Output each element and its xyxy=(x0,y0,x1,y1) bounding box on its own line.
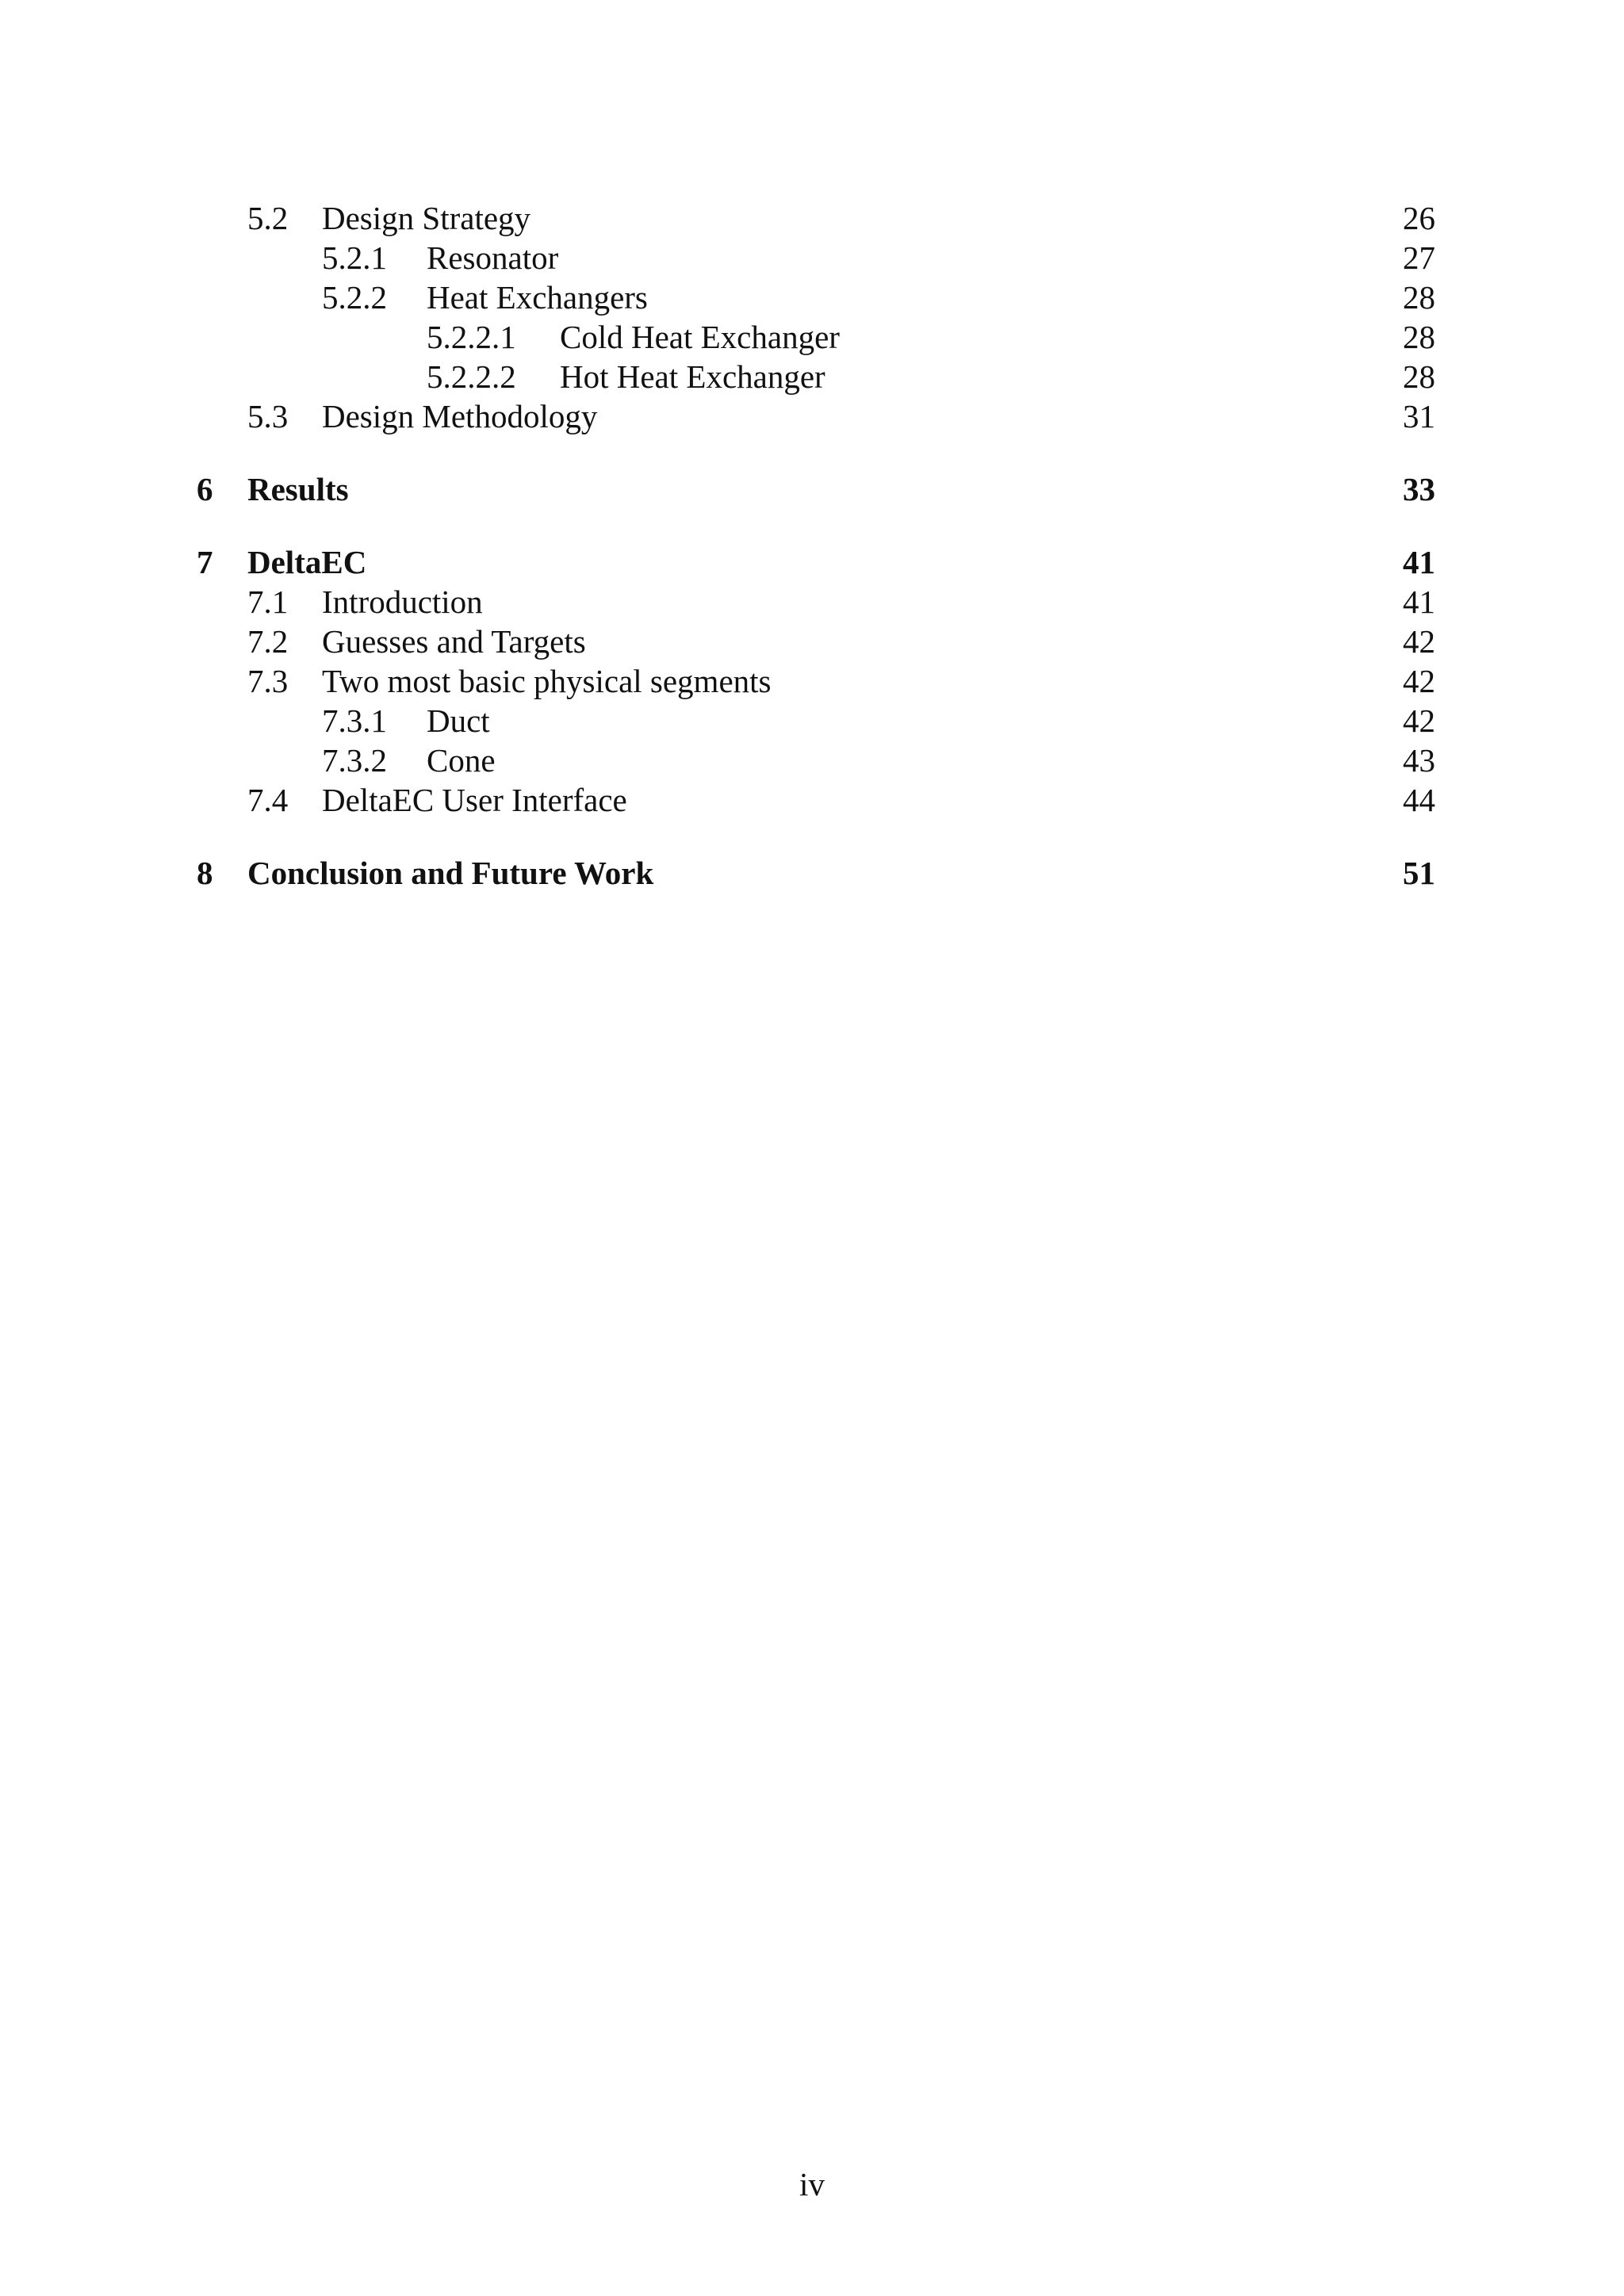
toc-entry[interactable] xyxy=(427,317,1435,357)
toc-entry-page: 26 xyxy=(1392,198,1435,238)
toc-entry-title: Cone xyxy=(427,740,507,780)
toc-entry-number: 5.2.2.1 xyxy=(427,319,516,355)
toc-entry-page: 43 xyxy=(1392,740,1435,780)
toc-entry-number: 5.3 xyxy=(247,398,289,434)
toc-entry-title: Duct xyxy=(427,701,501,740)
toc-entry-title: Introduction xyxy=(322,582,494,622)
toc-entry-number: 7.1 xyxy=(247,584,289,620)
toc-entry-page: 44 xyxy=(1392,780,1435,820)
toc-entry-page: 42 xyxy=(1392,701,1435,740)
toc-entry-title: Design Methodology xyxy=(322,396,608,436)
toc-entry-page: 28 xyxy=(1392,357,1435,396)
toc-entry-title: Design Strategy xyxy=(322,198,542,238)
toc-entry-page: 31 xyxy=(1392,396,1435,436)
toc-chapter-title: DeltaEC xyxy=(247,542,377,582)
toc-chapter-number: 6 xyxy=(197,471,213,507)
toc-chapter-title: Results xyxy=(247,469,360,509)
toc-entry-page: 27 xyxy=(1392,238,1435,277)
toc-entry[interactable] xyxy=(247,622,1435,661)
toc-entry[interactable] xyxy=(322,238,1435,277)
toc-entry-title: Hot Heat Exchanger xyxy=(560,357,837,396)
toc-chapter[interactable] xyxy=(197,542,1435,582)
toc-entry-number: 5.2 xyxy=(247,200,289,236)
toc-entry[interactable] xyxy=(427,357,1435,396)
toc-entry-title: DeltaEC User Interface xyxy=(322,780,638,820)
toc-entry-page: 28 xyxy=(1392,317,1435,357)
toc-chapter-title: Conclusion and Future Work xyxy=(247,853,665,893)
toc-entry-title: Resonator xyxy=(427,238,569,277)
toc-entry-page: 28 xyxy=(1392,277,1435,317)
toc-entry-page: 42 xyxy=(1392,661,1435,701)
toc-chapter-page: 51 xyxy=(1392,853,1435,893)
toc-entry[interactable] xyxy=(322,277,1435,317)
toc-entry-number: 7.3 xyxy=(247,663,289,699)
toc-entry[interactable] xyxy=(247,396,1435,436)
toc-entry-page: 42 xyxy=(1392,622,1435,661)
toc-chapter-number: 8 xyxy=(197,855,213,891)
toc-entry-number: 7.3.2 xyxy=(322,742,387,779)
toc-entry[interactable] xyxy=(247,582,1435,622)
toc-entry-number: 5.2.2 xyxy=(322,279,387,316)
toc-entry[interactable] xyxy=(247,780,1435,820)
toc-entry-title: Two most basic physical segments xyxy=(322,661,783,701)
toc-chapter[interactable] xyxy=(197,469,1435,509)
toc-entry-number: 5.2.1 xyxy=(322,239,387,276)
toc-entry[interactable] xyxy=(247,198,1435,238)
toc-entry-number: 7.2 xyxy=(247,623,289,660)
toc-chapter-number: 7 xyxy=(197,544,213,580)
toc-entry[interactable] xyxy=(247,661,1435,701)
toc-chapter-page: 33 xyxy=(1392,469,1435,509)
toc-entry[interactable] xyxy=(322,740,1435,780)
toc-entry-number: 7.4 xyxy=(247,782,289,818)
toc-entry-title: Guesses and Targets xyxy=(322,622,597,661)
toc-chapter-page: 41 xyxy=(1392,542,1435,582)
toc-entry-page: 41 xyxy=(1392,582,1435,622)
page-number: iv xyxy=(799,2166,825,2202)
toc-entry[interactable] xyxy=(322,701,1435,740)
toc-entry-title: Cold Heat Exchanger xyxy=(560,317,851,357)
toc-entry-number: 5.2.2.2 xyxy=(427,358,516,395)
toc-chapter[interactable] xyxy=(197,853,1435,893)
toc-entry-number: 7.3.1 xyxy=(322,702,387,739)
toc-entry-title: Heat Exchangers xyxy=(427,277,659,317)
